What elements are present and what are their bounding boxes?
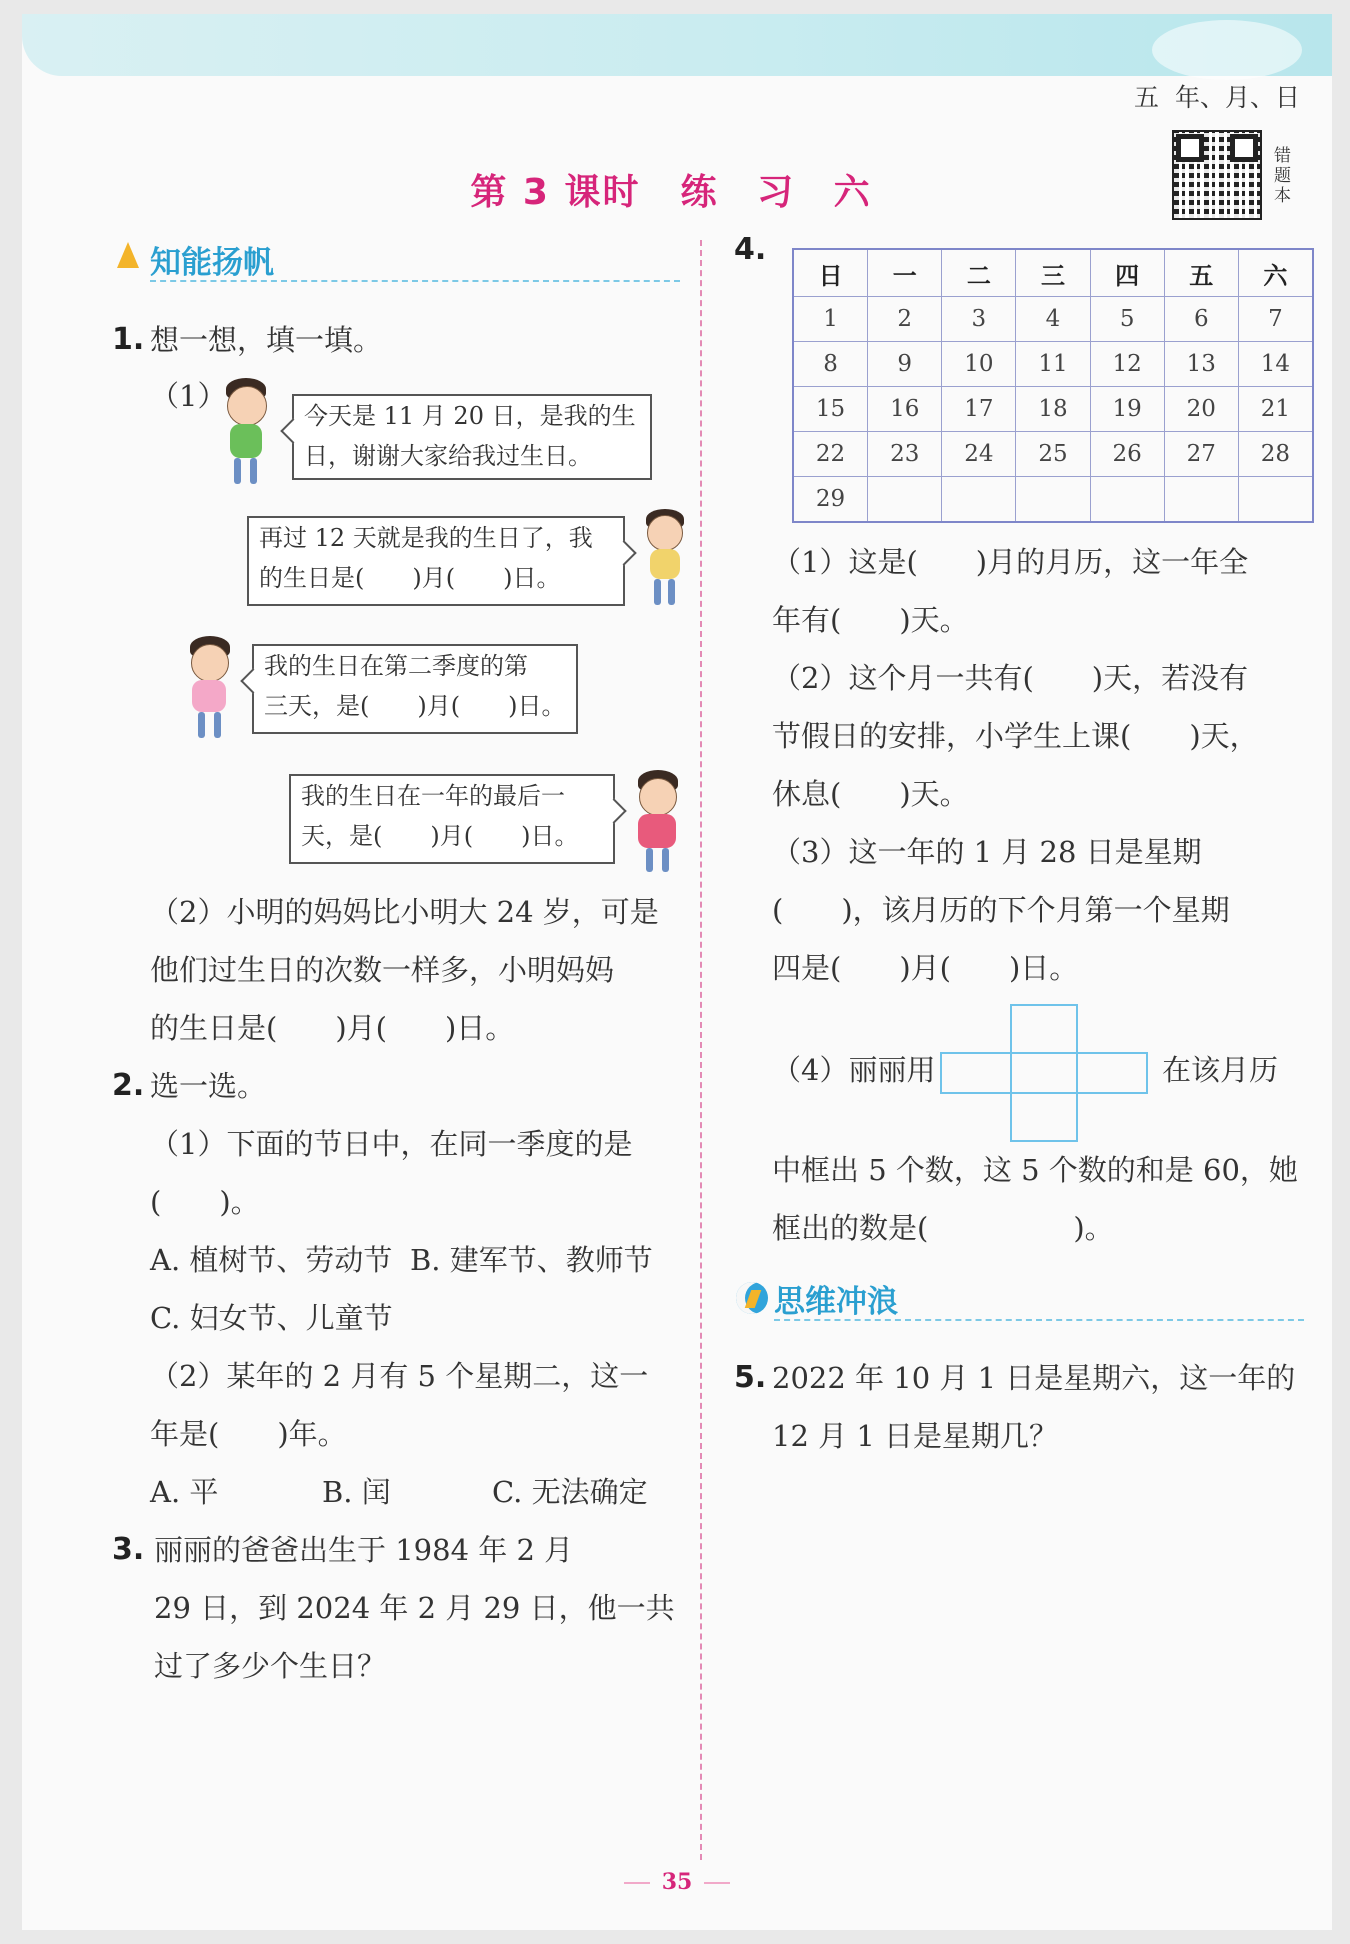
calendar-row: [793, 342, 1313, 387]
calendar-row: [793, 297, 1313, 342]
section-title-siwei: 思维冲浪: [774, 1284, 898, 1320]
q2-part1-line-2: ( )。: [150, 1185, 260, 1219]
bubble-3-line-2: 三天，是( )月( )日。: [264, 692, 566, 720]
calendar-weekday-1: 一: [868, 249, 942, 297]
section-underline-2: [774, 1319, 1304, 1321]
calendar-day-cell: 20: [1164, 387, 1238, 432]
q4-part1-line-1: （1）这是( )月的月历，这一年全: [772, 545, 1249, 579]
q2-part2-option-c[interactable]: C. 无法确定: [492, 1475, 648, 1509]
calendar-day-cell: 6: [1164, 297, 1238, 342]
q2-number: 2.: [112, 1068, 145, 1103]
girl-illustration-1: [640, 509, 692, 609]
q3-number: 3.: [112, 1532, 145, 1567]
q1-part1-label: （1）: [150, 379, 227, 413]
bubble-4-line-2: 天，是( )月( )日。: [301, 822, 579, 850]
q2-option-c[interactable]: C. 妇女节、儿童节: [150, 1301, 393, 1335]
calendar-day-cell: 1: [793, 297, 868, 342]
bubble-2-line-2: 的生日是( )月( )日。: [259, 564, 561, 592]
calendar-day-cell: 21: [1238, 387, 1313, 432]
q5-number: 5.: [734, 1360, 767, 1395]
sailboat-icon: [117, 242, 139, 268]
calendar-day-cell: 25: [1016, 432, 1090, 477]
calendar-day-cell: 10: [942, 342, 1016, 387]
q2-part2-option-a[interactable]: A. 平: [150, 1475, 219, 1509]
calendar-day-cell: 17: [942, 387, 1016, 432]
qr-code[interactable]: [1172, 130, 1262, 220]
header-banner: [22, 14, 1332, 76]
banner-decoration: [1152, 20, 1302, 80]
column-divider: [700, 240, 702, 1860]
q4-part4-line-2: 中框出 5 个数，这 5 个数的和是 60，她: [772, 1153, 1298, 1187]
q4-number: 4.: [734, 232, 767, 267]
calendar-day-cell: 22: [793, 432, 868, 477]
q2-part1-line-1: （1）下面的节日中，在同一季度的是: [150, 1127, 633, 1161]
calendar-day-cell: 18: [1016, 387, 1090, 432]
calendar-day-cell: 12: [1090, 342, 1164, 387]
q2-stem: 选一选。: [150, 1069, 267, 1103]
q1-stem: 想一想，填一填。: [150, 323, 383, 357]
calendar-weekday-2: 二: [942, 249, 1016, 297]
calendar-day-cell: 3: [942, 297, 1016, 342]
q3-line-1: 丽丽的爸爸出生于 1984 年 2 月: [154, 1533, 574, 1567]
speech-bubble-2: [247, 516, 625, 606]
bubble-1-line-1: 今天是 11 月 20 日，是我的生: [304, 402, 636, 430]
q4-part2-line-3: 休息( )天。: [772, 777, 969, 811]
calendar-day-cell: 28: [1238, 432, 1313, 477]
calendar-day-cell: [1090, 477, 1164, 523]
calendar-row: [793, 477, 1313, 523]
q2-option-a[interactable]: A. 植树节、劳动节: [150, 1243, 393, 1277]
q5-line-2: 12 月 1 日是星期几？: [772, 1419, 1059, 1453]
workbook-page: [22, 14, 1332, 1930]
page-number-text: 35: [661, 1869, 693, 1895]
cross-frame-vertical: [1010, 1004, 1078, 1142]
calendar-weekday-6: 六: [1238, 249, 1313, 297]
calendar-day-cell: 15: [793, 387, 868, 432]
calendar-row: [793, 432, 1313, 477]
q4-part2-line-2: 节假日的安排，小学生上课( )天，: [772, 719, 1259, 753]
q2-option-b[interactable]: B. 建军节、教师节: [410, 1243, 653, 1277]
calendar-day-cell: 26: [1090, 432, 1164, 477]
bubble-3-line-1: 我的生日在第二季度的第: [264, 652, 528, 680]
calendar-header-row: [793, 249, 1313, 297]
calendar-day-cell: 27: [1164, 432, 1238, 477]
grade-unit-label: [1134, 78, 1300, 114]
bubble-4-line-1: 我的生日在一年的最后一: [301, 782, 565, 810]
grade-label: 五: [1133, 83, 1159, 112]
boy-illustration: [212, 378, 282, 486]
q4-part1-line-2: 年有( )天。: [772, 603, 969, 637]
calendar-day-cell: 11: [1016, 342, 1090, 387]
calendar-day-cell: [1164, 477, 1238, 523]
lesson-name: 练 习 六: [680, 172, 884, 213]
girl-illustration-3: [630, 770, 686, 874]
calendar-day-cell: [942, 477, 1016, 523]
lesson-number: 第 3 课时: [470, 172, 641, 213]
q3-line-3: 过了多少个生日？: [154, 1649, 387, 1683]
calendar-day-cell: 13: [1164, 342, 1238, 387]
calendar-day-cell: 23: [868, 432, 942, 477]
calendar-day-cell: 24: [942, 432, 1016, 477]
page-number: [22, 1869, 1332, 1895]
page-title: [22, 164, 1332, 215]
q4-part3-line-1: （3）这一年的 1 月 28 日是星期: [772, 835, 1202, 869]
calendar-weekday-0: 日: [793, 249, 868, 297]
calendar-day-cell: 9: [868, 342, 942, 387]
calendar-day-cell: [1238, 477, 1313, 523]
calendar-day-cell: 29: [793, 477, 868, 523]
calendar-day-cell: 2: [868, 297, 942, 342]
section-underline: [150, 280, 680, 282]
q4-part4-line-3: 框出的数是( )。: [772, 1211, 1114, 1245]
q4-part3-line-3: 四是( )月( )日。: [772, 951, 1079, 985]
calendar-day-cell: 8: [793, 342, 868, 387]
speech-bubble-4: [289, 774, 615, 864]
month-calendar: [792, 248, 1314, 523]
calendar-day-cell: 16: [868, 387, 942, 432]
calendar-weekday-5: 五: [1164, 249, 1238, 297]
q4-part4-before: （4）丽丽用: [772, 1053, 936, 1087]
q2-part2-option-b[interactable]: B. 闰: [322, 1475, 391, 1509]
q4-part4-after: 在该月历: [1162, 1053, 1279, 1087]
q4-part3-line-2: ( )，该月历的下个月第一个星期: [772, 893, 1230, 927]
q1-part2-line-3: 的生日是( )月( )日。: [150, 1011, 515, 1045]
q2-part2-line-1: （2）某年的 2 月有 5 个星期二，这一: [150, 1359, 649, 1393]
q4-part2-line-1: （2）这个月一共有( )天，若没有: [772, 661, 1249, 695]
bubble-2-line-1: 再过 12 天就是我的生日了，我: [259, 524, 593, 552]
calendar-day-cell: 19: [1090, 387, 1164, 432]
section-title-zhineng: 知能扬帆: [150, 245, 274, 281]
q1-number: 1.: [112, 322, 145, 357]
calendar-day-cell: 7: [1238, 297, 1313, 342]
speech-bubble-1: [292, 394, 652, 480]
calendar-day-cell: 14: [1238, 342, 1313, 387]
calendar-weekday-4: 四: [1090, 249, 1164, 297]
speech-bubble-3: [252, 644, 578, 734]
bubble-1-line-2: 日，谢谢大家给我过生日。: [304, 442, 592, 470]
q2-part2-line-2: 年是( )年。: [150, 1417, 347, 1451]
calendar-weekday-3: 三: [1016, 249, 1090, 297]
unit-label: 年、月、日: [1174, 83, 1300, 112]
q1-part2-line-1: （2）小明的妈妈比小明大 24 岁，可是: [150, 895, 659, 929]
calendar-day-cell: [1016, 477, 1090, 523]
girl-illustration-2: [182, 636, 238, 740]
calendar-row: [793, 387, 1313, 432]
q3-line-2: 29 日，到 2024 年 2 月 29 日，他一共: [154, 1591, 675, 1625]
qr-label: 错题本: [1274, 146, 1291, 206]
q5-line-1: 2022 年 10 月 1 日是星期六，这一年的: [772, 1361, 1296, 1395]
calendar-day-cell: 5: [1090, 297, 1164, 342]
calendar-day-cell: 4: [1016, 297, 1090, 342]
calendar-day-cell: [868, 477, 942, 523]
q1-part2-line-2: 他们过生日的次数一样多，小明妈妈: [150, 953, 615, 987]
